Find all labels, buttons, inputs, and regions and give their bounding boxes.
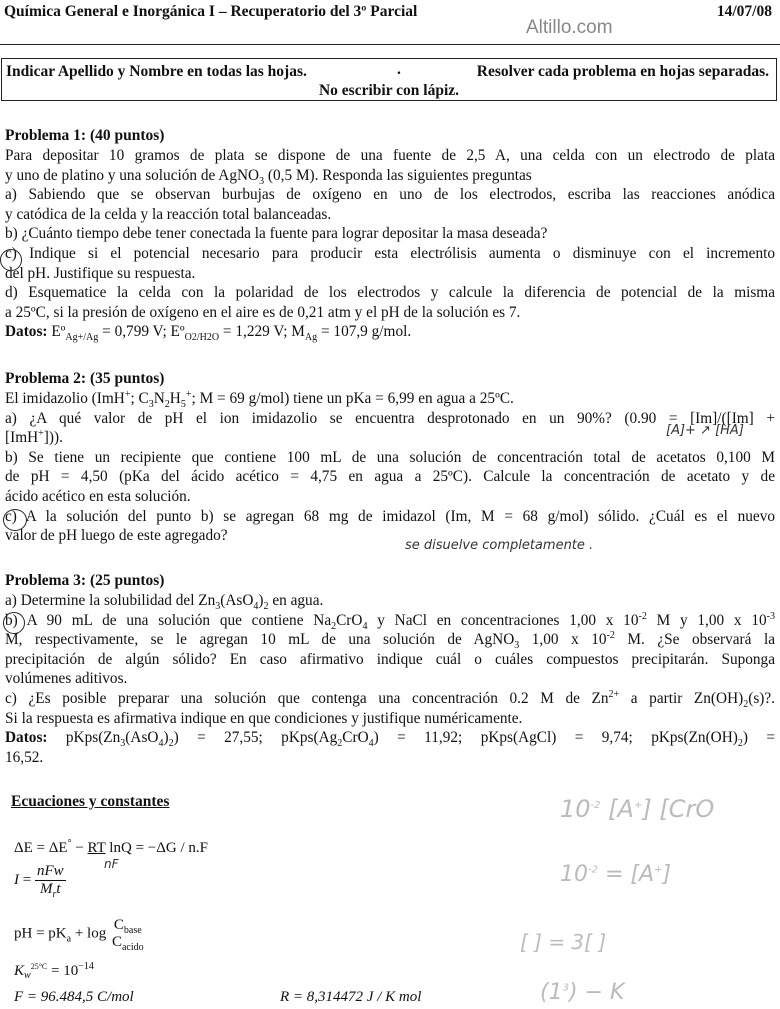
problem-1-line: a 25ºC, si la presión de oxígeno en el aire es de 0,21 atm y el pH de la solución es 7. [5, 303, 521, 321]
problem-3-item-c: c) ¿Es posible preparar una solución que contenga una concentración 0.2 M de $Zn^{2+}$ a partir $Zn(OH)_2(s)$?. [5, 688, 775, 711]
problem-3-title: Problema 3: (25 puntos) [5, 572, 165, 589]
instructions-box [1, 58, 777, 101]
watermark: Altillo.com [526, 17, 613, 38]
handwritten-note-ratio: [A]+ ↗ [HA] [666, 423, 744, 438]
problem-1-line: y uno de platino y una solución de AgNO$_3$ (0,5 M). Responda las siguientes preguntas [5, 166, 532, 187]
problem-2-item-c: c) A la solución del punto b) se agregan 68 mg de imidazol (Im, M = 68 g/mol) sólido. ¿Cuál es el nuevo [5, 507, 775, 525]
problem-2-item-a: a) ¿A qué valor de pH el ion imidazolio se encuentra desprotonado en un 90%? (0.90 = [Im]/([Im] + [5, 409, 775, 427]
faint-scribble: $(1^3) - K$ [540, 980, 625, 1005]
problem-3-line: precipitación de algún sólido? En caso afirmativo indique cuál o cuáles compuestos precipitarán. Suponga [5, 650, 775, 668]
faint-scribble: $10^{-2} = [A^+]$ [560, 862, 672, 887]
problem-1-item-c: c) Indique si el potencial necesario para producir esta electrólisis aumenta o disminuye con el incremento [5, 244, 775, 262]
handwritten-note: se disuelve completamente . [405, 538, 594, 553]
problem-2-line: ácido acético en esta solución. [5, 487, 191, 505]
handwritten-circle [3, 612, 25, 634]
equation-kw: $K_w^{25^\circ C} = 10^{-14}$ [14, 961, 94, 981]
constant-gas: R = 8,314472 J / K mol [280, 989, 422, 1005]
problem-1-item-a: a) Sabiendo que se observan burbujas de oxígeno en uno de los electrodos, escriba las reacciones anódica [5, 186, 775, 204]
problem-2-title: Problema 2: (35 puntos) [5, 370, 165, 387]
problem-1-item-d: d) Esquematice la celda con la polaridad de los electrodos y calcule la diferencia de potencial de la misma [5, 284, 775, 302]
problem-2-body [5, 389, 775, 546]
instruction-no-pencil: No escribir con lápiz. [318, 82, 460, 99]
problem-3-line: Si la respuesta es afirmativa indique en que condiciones y justifique numéricamente. [5, 709, 523, 727]
problem-2-line: de pH = 4,50 (pKa del ácido acético = 4,75 en agua a 25ºC). Calcule la concentración de acetato y de [5, 468, 775, 486]
equation-henderson: pH = $pK_a + \log$ $C_{base}$ $C_{acido}$ [14, 917, 144, 953]
problem-3-data: Datos: $pKps(Zn_3(AsO_4)_2) = 27,55$; $pKps(Ag_2CrO_4) = 11,92$; pKps(AgCl) = 9,74; $pKps(Zn(OH)_2)$ = [5, 729, 776, 750]
handwritten-nF: nF [104, 857, 119, 871]
problem-2-line: [ImH+])). [5, 428, 63, 447]
problem-3-item-a: a) Determine la solubilidad del $Zn_3(AsO_4)_2$ en agua. [5, 592, 324, 613]
page-title: Química General e Inorgánica I – Recuperatorio del 3º Parcial [4, 3, 418, 20]
problem-3-line: volúmenes aditivos. [5, 670, 128, 688]
problem-1-line: y catódica de la celda y la reacción total balanceadas. [5, 205, 332, 223]
handwritten-circle [0, 249, 22, 271]
exam-date: 14/07/08 [716, 3, 772, 20]
instruction-name: Indicar Apellido y Nombre en todas las hojas. [6, 63, 307, 80]
equation-current: I = $\frac{\text{nFw}}{M_rt}$ [14, 863, 64, 900]
problem-2-line: valor de pH luego de este agregado? [5, 527, 228, 545]
problem-2-item-b: b) Se tiene un recipiente que contiene 100 mL de una solución de concentración total de acetatos 0,100 M [5, 448, 775, 466]
equations-title: Ecuaciones y constantes [11, 793, 170, 810]
problem-1-line: del pH. Justifique su respuesta. [5, 264, 196, 282]
problem-1-body [5, 146, 775, 342]
problem-1-item-b: b) ¿Cuánto tiempo debe tener conectada la fuente para lograr depositar la masa deseada? [5, 225, 548, 243]
problem-3-body [5, 591, 775, 767]
problem-1-line: Para depositar 10 gramos de plata se dispone de una fuente de 2,5 A, una celda con un electrodo de plata [5, 147, 775, 164]
problem-3-item-b: b) A 90 mL de una solución que contiene $Na_2CrO_4$ y NaCl en concentraciones 1,00 x $10^{-2}$ M y 1,00 x $10^{-3}$ [5, 610, 775, 632]
problem-2-line: El imidazolio (ImH+; $C_3N_2H_5^+$; M = 69 g/mol) tiene un pKa = 6,99 en agua a 25ºC. [5, 388, 514, 411]
constant-faraday: F = 96.484,5 C/mol [14, 989, 134, 1005]
header-rule [0, 44, 780, 45]
problem-1-data: Datos: Eº$_{Ag+/Ag}$ = 0,799 V; Eº$_{O2/H2O}$ = 1,229 V; $M_{Ag} = 107,9$ g/mol. [5, 323, 412, 344]
instruction-separator: . [397, 61, 401, 78]
handwritten-circle [3, 509, 27, 531]
problem-3-line: 16,52. [5, 748, 44, 766]
faint-scribble: [ ] = 3[ ] [520, 930, 607, 954]
faint-scribble: $10^{-2}$ [A+] [CrO [560, 795, 715, 823]
problem-1-title: Problema 1: (40 puntos) [5, 127, 165, 144]
instruction-separate-sheets: Resolver cada problema en hojas separadas. [476, 63, 769, 80]
equation-nernst: ΔE = ΔE° − RT lnQ = −ΔG / n.F [14, 838, 208, 856]
problem-3-line: M, respectivamente, se le agregan 10 mL de una solución de AgNO$_3$ 1,00 x $10^{-2}$ M. ¿Se observará la [5, 630, 775, 652]
